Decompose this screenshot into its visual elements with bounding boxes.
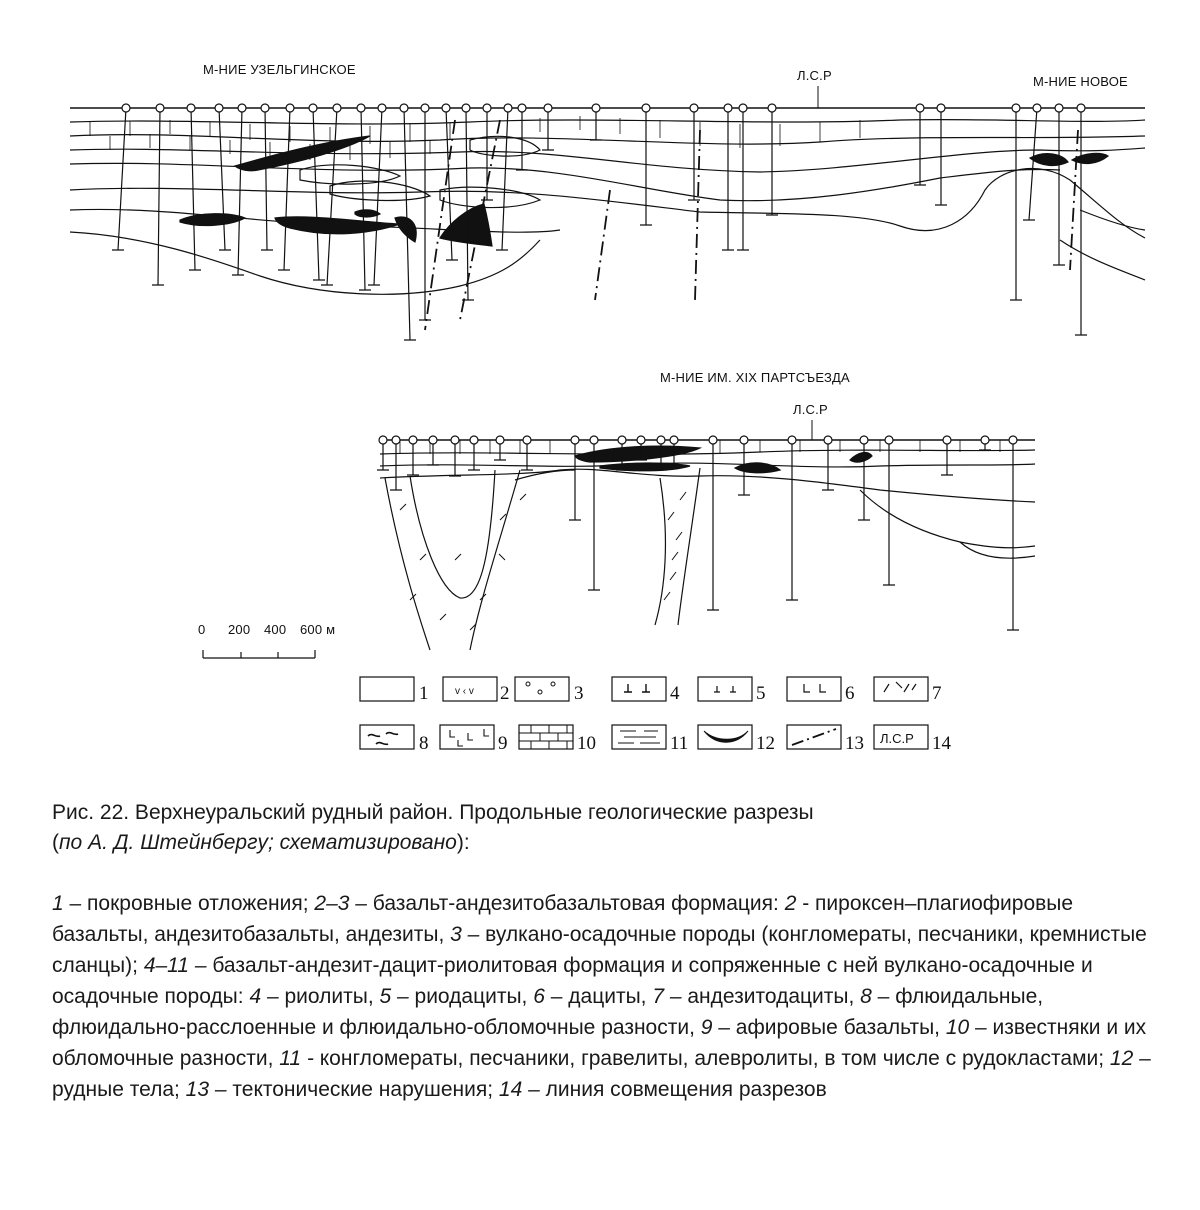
drillhole-collar bbox=[860, 436, 868, 444]
lower-andesitodacite-dashes bbox=[400, 492, 686, 630]
drillhole bbox=[419, 108, 431, 320]
drillhole-collar bbox=[238, 104, 246, 112]
svg-text:2: 2 bbox=[500, 683, 510, 704]
legend-entry-number: 4 – bbox=[249, 985, 279, 1008]
svg-text:7: 7 bbox=[932, 683, 942, 704]
drillhole bbox=[1007, 440, 1019, 630]
drillhole-collar bbox=[618, 436, 626, 444]
drillhole-collar bbox=[592, 104, 600, 112]
drillhole bbox=[232, 108, 244, 275]
legend-entry-number: 1 – bbox=[52, 892, 82, 915]
svg-text:3: 3 bbox=[574, 683, 584, 704]
legend-key-12 bbox=[698, 725, 775, 754]
scale-tick-400: 400 bbox=[264, 622, 287, 637]
lower-label-title: М-НИЕ ИМ. XIX ПАРТСЪЕЗДА bbox=[660, 370, 850, 385]
legend-key-2 bbox=[443, 677, 510, 704]
drillhole-collar bbox=[442, 104, 450, 112]
legend-key-3 bbox=[515, 677, 584, 704]
lower-funnel-body bbox=[385, 470, 520, 650]
drillhole-collar bbox=[637, 436, 645, 444]
legend-key-11 bbox=[612, 725, 688, 754]
lower-layer-boundary bbox=[380, 450, 1035, 454]
drillhole-collar bbox=[709, 436, 717, 444]
legend-entry-text: покровные отложения; bbox=[81, 892, 315, 915]
legend-key-5 bbox=[698, 677, 766, 704]
drillhole-collar bbox=[429, 436, 437, 444]
drillhole-collar bbox=[943, 436, 951, 444]
drillhole bbox=[313, 108, 325, 280]
legend-entry-number: 2 bbox=[784, 892, 797, 915]
drillhole bbox=[462, 108, 474, 300]
svg-text:14: 14 bbox=[932, 733, 951, 754]
caption-source: по А. Д. Штейнбергу; схематизировано bbox=[59, 831, 457, 854]
drillhole-collar bbox=[981, 436, 989, 444]
drillhole bbox=[707, 440, 719, 610]
upper-layer-boundary bbox=[70, 148, 1145, 172]
drillhole-collar bbox=[421, 104, 429, 112]
upper-lens bbox=[440, 187, 540, 207]
svg-text:12: 12 bbox=[756, 733, 775, 754]
drillhole-collar bbox=[392, 436, 400, 444]
legend-entry-text: афировые базальты, bbox=[729, 1016, 946, 1039]
legend-entry-text: тектонические нарушения; bbox=[226, 1078, 499, 1101]
drillhole-collar bbox=[768, 104, 776, 112]
drillhole-collar bbox=[824, 436, 832, 444]
svg-text:1: 1 bbox=[419, 683, 429, 704]
drillhole-collar bbox=[544, 104, 552, 112]
drillhole-collar bbox=[187, 104, 195, 112]
drillhole-collar bbox=[590, 436, 598, 444]
upper-drillholes bbox=[112, 104, 1087, 340]
drillhole bbox=[407, 440, 419, 475]
lower-layer-boundary bbox=[380, 469, 1035, 502]
drillhole bbox=[542, 108, 554, 150]
drillhole-collar bbox=[642, 104, 650, 112]
drillhole bbox=[569, 440, 581, 520]
upper-label-novoe: М-НИЕ НОВОЕ bbox=[1033, 74, 1128, 89]
drillhole bbox=[590, 108, 602, 140]
lower-layer-boundary bbox=[860, 490, 1035, 548]
figure-caption bbox=[52, 798, 1162, 1105]
drillhole-collar bbox=[690, 104, 698, 112]
legend-entry-number: 11 - bbox=[279, 1047, 314, 1070]
drillhole-collar bbox=[739, 104, 747, 112]
drillhole bbox=[722, 108, 734, 250]
legend-key-8 bbox=[360, 725, 429, 754]
svg-text:4: 4 bbox=[670, 683, 680, 704]
drillhole bbox=[883, 440, 895, 585]
drillhole-collar bbox=[379, 436, 387, 444]
drillhole bbox=[941, 440, 953, 475]
drillhole-collar bbox=[496, 436, 504, 444]
legend-key-7 bbox=[874, 677, 942, 704]
drillhole bbox=[278, 108, 290, 270]
legend-entry-text: риодациты, bbox=[408, 985, 534, 1008]
drillhole-collar bbox=[378, 104, 386, 112]
drillhole-collar bbox=[1055, 104, 1063, 112]
legend-key-9 bbox=[440, 725, 508, 754]
drillhole-collar bbox=[333, 104, 341, 112]
lower-label-lsr: Л.С.Р bbox=[793, 402, 828, 417]
drillhole-collar bbox=[309, 104, 317, 112]
drillhole bbox=[858, 440, 870, 520]
lower-limestone-hatch bbox=[400, 440, 1000, 454]
legend-key-10 bbox=[519, 725, 596, 754]
legend-entry-number: 5 – bbox=[379, 985, 409, 1008]
legend-entry-text: андезитодациты, bbox=[681, 985, 861, 1008]
svg-text:v ‹ v: v ‹ v bbox=[455, 686, 474, 697]
svg-text:Л.С.Р: Л.С.Р bbox=[880, 731, 914, 746]
caption-legend bbox=[52, 888, 1162, 1105]
lower-funnel-body bbox=[410, 470, 495, 598]
drillhole-collar bbox=[462, 104, 470, 112]
lower-layer-boundary bbox=[380, 463, 1035, 467]
svg-text:6: 6 bbox=[845, 683, 855, 704]
drillhole-collar bbox=[1012, 104, 1020, 112]
legend-entry-text: конгломераты, песчаники, гравелиты, алевролиты, в том числе с рудокластами; bbox=[313, 1047, 1110, 1070]
drillhole bbox=[321, 108, 337, 285]
drillhole bbox=[112, 108, 126, 250]
drillhole-collar bbox=[215, 104, 223, 112]
drillhole bbox=[766, 108, 778, 215]
drillhole bbox=[737, 108, 749, 250]
legend-entry-text: базальт-андезитобазальтовая формация: bbox=[366, 892, 785, 915]
legend-key-13 bbox=[787, 725, 864, 754]
drillhole-collar bbox=[286, 104, 294, 112]
drillhole-collar bbox=[357, 104, 365, 112]
upper-layer-boundary bbox=[1080, 210, 1145, 230]
legend-entry-text: дациты, bbox=[562, 985, 653, 1008]
drillhole-collar bbox=[1009, 436, 1017, 444]
drillhole-collar bbox=[400, 104, 408, 112]
drillhole-collar bbox=[409, 436, 417, 444]
drillhole-collar bbox=[523, 436, 531, 444]
drillhole-collar bbox=[122, 104, 130, 112]
upper-faults bbox=[425, 120, 1078, 330]
upper-layer-boundary bbox=[1060, 240, 1145, 280]
legend-entry-text: рудные тела; bbox=[52, 1078, 186, 1101]
drillhole-collar bbox=[885, 436, 893, 444]
legend-key-6 bbox=[787, 677, 855, 704]
drillhole-collar bbox=[916, 104, 924, 112]
legend-entry-text: известняки и их обломочные разности, bbox=[52, 1016, 1147, 1070]
legend-entry-text: вулкано-осадочные породы (конгломераты, песчаники, кремнистые сланцы); bbox=[52, 923, 1147, 977]
scale-tick-600: 600 м bbox=[300, 622, 336, 637]
legend-entry-number: 3 – bbox=[450, 923, 480, 946]
legend-entry-text: флюидальные, флюидально-расслоенные и флюидально-обломочные разности, bbox=[52, 985, 1044, 1039]
scale-bar bbox=[198, 622, 335, 658]
upper-label-uzelginskoe: М-НИЕ УЗЕЛЬГИНСКОЕ bbox=[203, 62, 356, 77]
drillhole-collar bbox=[504, 104, 512, 112]
drillhole bbox=[449, 440, 461, 476]
legend-entry-number: 6 – bbox=[533, 985, 563, 1008]
legend-entry-number: 10 – bbox=[945, 1016, 987, 1039]
legend-key-4 bbox=[612, 677, 680, 704]
drillhole-collar bbox=[451, 436, 459, 444]
drillhole-collar bbox=[261, 104, 269, 112]
drillhole-collar bbox=[724, 104, 732, 112]
drillhole bbox=[786, 440, 798, 600]
legend-entry-number: 9 – bbox=[700, 1016, 730, 1039]
scale-tick-0: 0 bbox=[198, 622, 206, 637]
legend-entry-number: 8 – bbox=[860, 985, 890, 1008]
legend bbox=[360, 677, 952, 754]
drillhole bbox=[1023, 108, 1037, 220]
svg-text:10: 10 bbox=[577, 733, 596, 754]
legend-key-1 bbox=[360, 677, 429, 704]
legend-entry-number: 4–11 – bbox=[143, 954, 207, 977]
legend-entry-text: риолиты, bbox=[278, 985, 380, 1008]
legend-key-14 bbox=[874, 725, 952, 754]
drillhole-collar bbox=[1077, 104, 1085, 112]
upper-section bbox=[70, 104, 1145, 340]
svg-text:13: 13 bbox=[845, 733, 864, 754]
legend-entry-number: 13 – bbox=[185, 1078, 227, 1101]
legend-entry-number: 12 – bbox=[1109, 1047, 1151, 1070]
legend-entry-text: базальт-андезит-дацит-риолитовая формация и сопряженные с ней вулкано-осадочные и осадочные породы: bbox=[52, 954, 1093, 1008]
svg-text:11: 11 bbox=[670, 733, 689, 754]
drillhole-collar bbox=[470, 436, 478, 444]
drillhole-collar bbox=[788, 436, 796, 444]
legend-entry-text: - пироксен–плагиофировые базальты, андезитобазальты, андезиты, bbox=[52, 892, 1074, 946]
caption-title: Рис. 22. Верхнеуральский рудный район. Продольные геологические разрезы (по А. Д. Штейнбергу; схематизировано): bbox=[52, 801, 814, 854]
svg-text:8: 8 bbox=[419, 733, 429, 754]
legend-entry-number: 7 – bbox=[652, 985, 682, 1008]
drillhole-collar bbox=[483, 104, 491, 112]
drillhole bbox=[1010, 108, 1022, 300]
upper-label-lsr: Л.С.Р bbox=[797, 68, 832, 83]
lower-section bbox=[377, 436, 1035, 650]
drillhole-collar bbox=[670, 436, 678, 444]
upper-layer-boundary bbox=[70, 120, 1145, 124]
drillhole-collar bbox=[740, 436, 748, 444]
upper-ore-bodies bbox=[180, 136, 1108, 246]
caption-title-line1: Рис. 22. Верхнеуральский рудный район. Продольные геологические разрезы bbox=[52, 801, 814, 824]
lower-funnel-body bbox=[655, 468, 700, 625]
legend-entry-number: 2–3 – bbox=[314, 892, 367, 915]
svg-text:5: 5 bbox=[756, 683, 766, 704]
drillhole-collar bbox=[1033, 104, 1041, 112]
legend-entry-text: линия совмещения разрезов bbox=[539, 1078, 827, 1101]
scale-tick-200: 200 bbox=[228, 622, 251, 637]
upper-layer-boundary bbox=[70, 163, 1060, 200]
drillhole-collar bbox=[937, 104, 945, 112]
drillhole bbox=[261, 108, 273, 250]
svg-text:9: 9 bbox=[498, 733, 508, 754]
drillhole bbox=[640, 108, 652, 225]
drillhole-collar bbox=[518, 104, 526, 112]
drillhole-collar bbox=[156, 104, 164, 112]
legend-entry-number: 14 – bbox=[498, 1078, 540, 1101]
upper-layer-boundary bbox=[70, 135, 1145, 144]
drillhole-collar bbox=[571, 436, 579, 444]
drillhole bbox=[219, 108, 231, 250]
drillhole-collar bbox=[657, 436, 665, 444]
